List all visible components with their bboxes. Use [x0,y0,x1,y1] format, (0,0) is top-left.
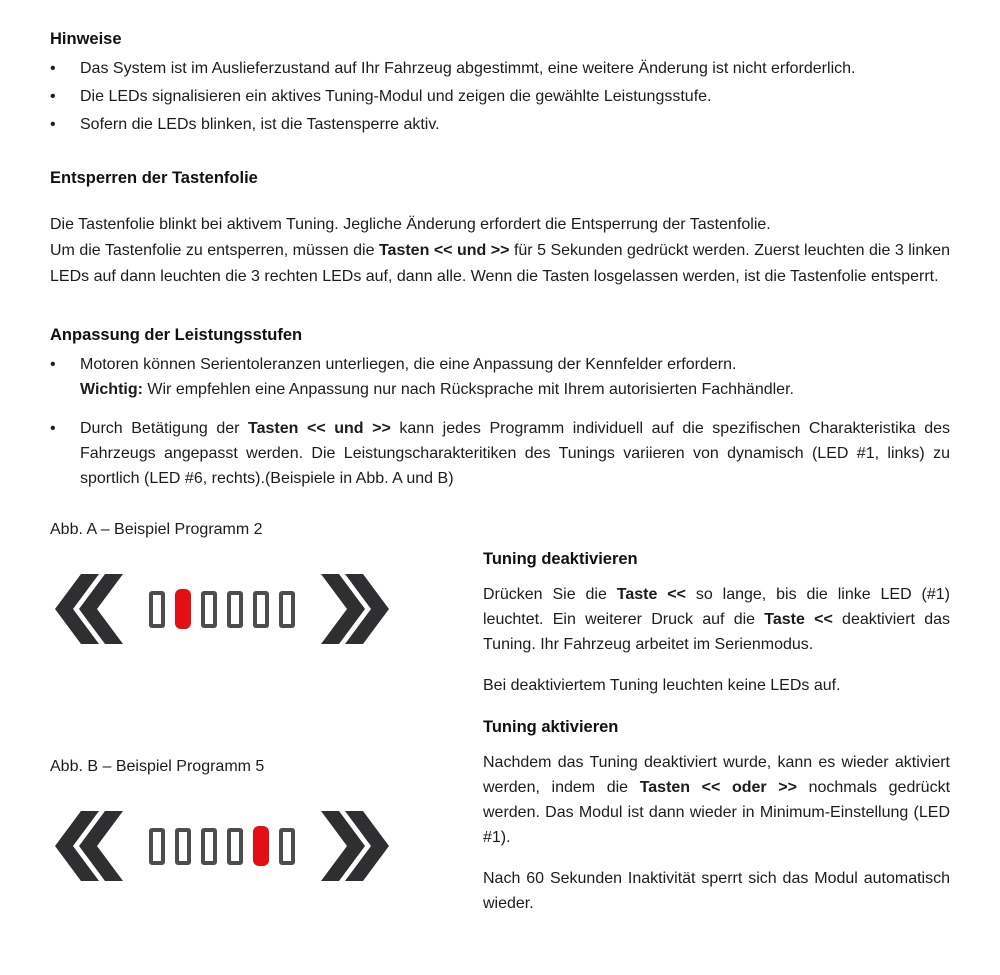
tuning-deaktivieren-paragraph: Drücken Sie die Taste << so lange, bis die linke LED (#1) leuchtet. Ein weiterer Druck auf die Taste << deaktiviert das Tuning. Ihr Fahrzeug arbeitet im Serienmodus. [483,586,951,653]
figures-column [50,517,445,916]
figure-a-label: Abb. A – Beispiel Programm 2 [50,521,263,538]
led-inactive [149,591,165,628]
anpassung-bullet-list [50,352,950,491]
tuning-deaktivieren-note: Bei deaktiviertem Tuning leuchten keine LEDs auf. [483,677,841,694]
heading-tuning-aktivieren: Tuning aktivieren [483,718,619,736]
double-chevron-right-icon [321,574,389,644]
led-active [253,826,269,866]
led-inactive [227,591,243,628]
led-inactive [175,828,191,865]
led-inactive [201,591,217,628]
list-item [50,416,950,491]
bullet-icon: • [50,356,56,373]
section-heading-entsperren: Entsperren der Tastenfolie [50,169,258,187]
led-inactive [201,828,217,865]
figure-b-label: Abb. B – Beispiel Programm 5 [50,758,265,775]
entsperren-paragraph: Die Tastenfolie blinkt bei aktivem Tuning. Jegliche Änderung erfordert die Entsperrung der Tastenfolie. Um die Tastenfolie zu entsperren, müssen die Tasten << und >> für 5 Sekunden gedrückt werden. Zuerst leuchten die 3 linken LEDs auf dann leuchten die 3 rechten LEDs auf, dann alle. Wenn die Tasten losgelassen werden, ist die Tastenfolie entsperrt. [50,216,951,285]
bullet-icon: • [50,60,56,77]
two-column-area [50,517,950,916]
hinweise-bullet-list [50,56,950,137]
tuning-aktivieren-paragraph: Nachdem das Tuning deaktiviert wurde, kann es wieder aktiviert werden, indem die Tasten << oder >> nochmals gedrückt werden. Das Modul ist dann wieder in Minimum-Einstellung (LED #1). [483,754,951,846]
section-heading-hinweise: Hinweise [50,30,122,48]
led-inactive [279,591,295,628]
bullet-icon: • [50,116,56,133]
bullet-icon: • [50,420,56,437]
list-item [50,352,950,402]
led-active [175,589,191,629]
tuning-aktivieren-note: Nach 60 Sekunden Inaktivität sperrt sich das Modul automatisch wieder. [483,870,950,912]
double-chevron-right-icon [321,811,389,881]
led-row [149,589,295,629]
led-inactive [227,828,243,865]
bullet-text: Motoren können Serientoleranzen unterliegen, die eine Anpassung der Kennfelder erfordern. Wichtig: Wir empfehlen eine Anpassung nur nach Rücksprache mit Ihrem autorisierten Fachhändler. [80,356,794,398]
figure-a-led-display [55,574,445,644]
bullet-icon: • [50,88,56,105]
list-item [50,84,950,109]
bullet-text: Durch Betätigung der Tasten << und >> kann jedes Programm individuell auf die spezifischen Charakteristika des Fahrzeugs angepasst werden. Die Leistungscharakteritiken des Tunings variieren von dynamisch (LED #1, links) zu sportlich (LED #6, rechts).(Beispiele in Abb. A und B) [80,420,950,487]
bullet-text: Das System ist im Auslieferzustand auf Ihr Fahrzeug abgestimmt, eine weitere Änderung ist nicht erforderlich. [80,60,856,77]
list-item [50,56,950,81]
list-item [50,112,950,137]
figure-b-led-display [55,811,445,881]
double-chevron-left-icon [55,811,123,881]
led-inactive [279,828,295,865]
bullet-text: Die LEDs signalisieren ein aktives Tuning-Modul und zeigen die gewählte Leistungsstufe. [80,88,712,105]
heading-tuning-deaktivieren: Tuning deaktivieren [483,550,638,568]
section-heading-anpassung: Anpassung der Leistungsstufen [50,326,303,344]
bullet-text: Sofern die LEDs blinken, ist die Tastensperre aktiv. [80,116,440,133]
led-row [149,826,295,866]
double-chevron-left-icon [55,574,123,644]
led-inactive [149,828,165,865]
led-inactive [253,591,269,628]
instructions-column [483,548,950,916]
